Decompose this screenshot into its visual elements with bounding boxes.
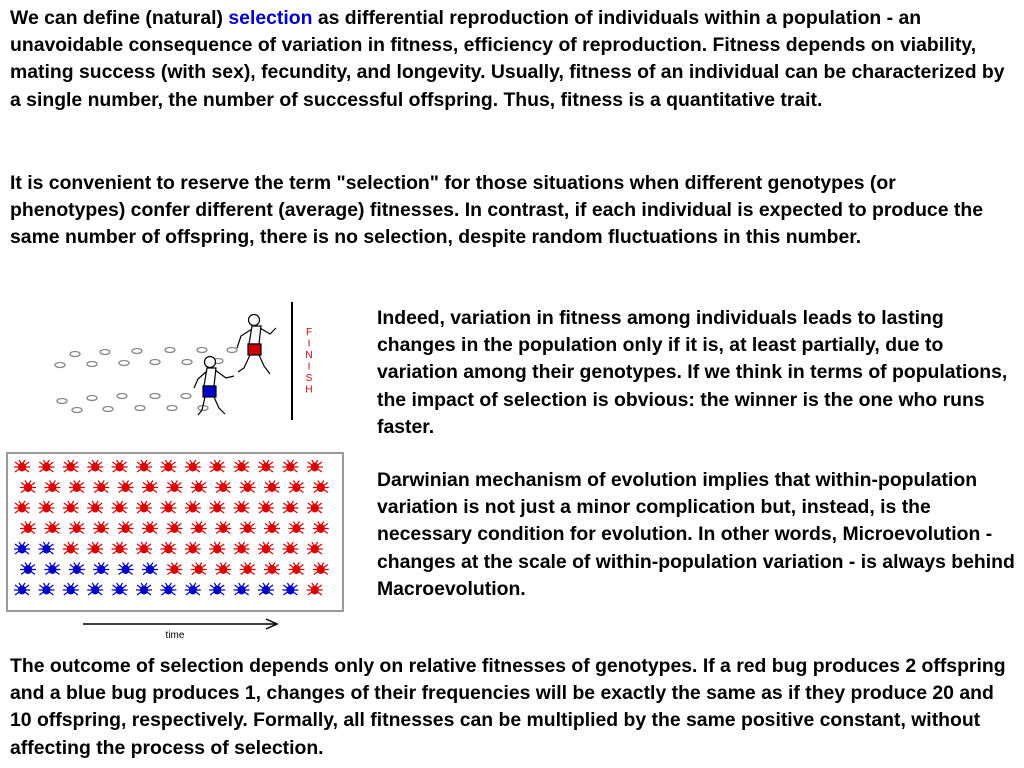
finish-letter: F <box>305 327 313 338</box>
time-axis <box>78 614 283 644</box>
runner-red-icon <box>237 315 276 375</box>
finish-letter: H <box>305 384 313 396</box>
paragraph-variation: Indeed, variation in fitness among individuals leads to lasting changes in the population only if it is, at least partially, due to variation among their genotypes. If we think in terms of populations, the impact of selection is obvious: the winner is the one who runs faster. <box>377 307 1008 438</box>
finish-letter: N <box>305 350 313 361</box>
paragraph-darwinian: Darwinian mechanism of evolution implies that within-population variation is not just a minor complication but, instead, is the necessary condition for evolution. In other words, Microevolution - changes at the scale of within-population variation - is always behind Macroevolution. <box>377 469 1015 600</box>
finish-letter: I <box>307 338 311 350</box>
selection-highlight: selection <box>228 7 313 29</box>
p1-text-after: as differential reproduction of individuals within a population - an unavoidable consequence of variation in fitness, efficiency of reproduction. Fitness depends on viability, mating success (with sex), fecundity, and longevity. Usually, fitness of an individual can be characterized by a single number, the number of successful offspring. Thus, fitness is a quantitative trait. <box>10 7 1005 111</box>
paragraph-definition <box>10 5 1015 114</box>
finish-letter: S <box>305 373 313 384</box>
runner-blue-shorts <box>203 386 216 397</box>
runner-red-shorts <box>248 344 261 355</box>
p1-text-before: We can define (natural) <box>10 7 229 29</box>
race-illustration <box>40 298 340 428</box>
time-label: time <box>165 630 185 641</box>
bug-population-illustration <box>6 452 344 612</box>
finish-letters <box>305 327 312 396</box>
paragraph-selection-term: It is convenient to reserve the term "selection" for those situations when different genotypes (or phenotypes) confer different (average) fitnesses. In contrast, if each individual is expected to produce the same number of offspring, there is no selection, despite random fluctuations in this number. <box>10 172 983 249</box>
finish-letter: I <box>307 361 311 373</box>
paragraph-relative-fitness: The outcome of selection depends only on relative fitnesses of genotypes. If a red bug produces 2 offspring and a blue bug produces 1, changes of their frequencies will be exactly the same as if they produce 20 and 10 offspring, respectively. Formally, all fitnesses can be multiplied by the same positive constant, without affecting the process of selection. <box>10 655 1006 759</box>
